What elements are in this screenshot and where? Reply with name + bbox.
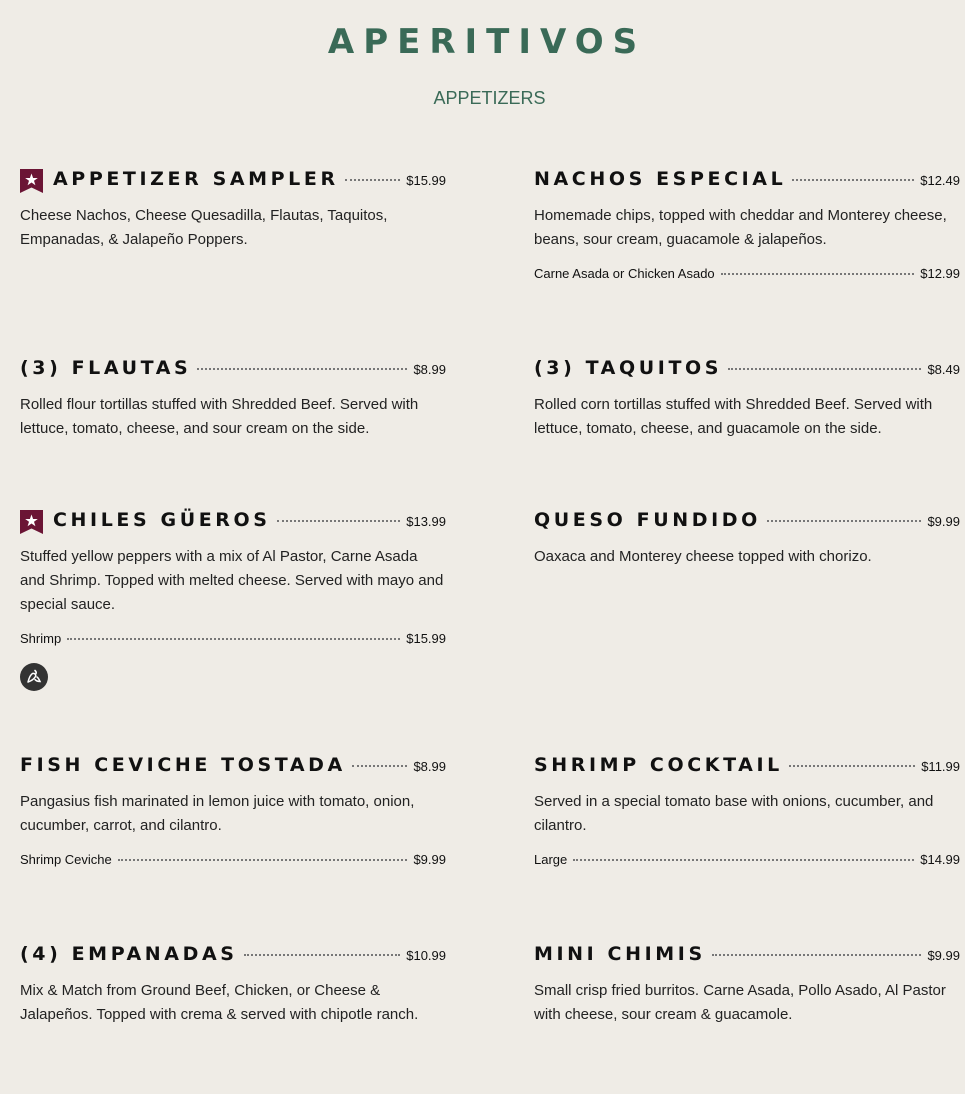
item-price: $9.99	[927, 948, 960, 963]
item-name: (3) TAQUITOS	[534, 357, 723, 379]
dot-leader	[792, 179, 914, 181]
dot-leader	[789, 765, 915, 767]
menu-item-appetizer-sampler	[20, 168, 446, 252]
item-price: $13.99	[406, 514, 446, 529]
item-description: Stuffed yellow peppers with a mix of Al Pastor, Carne Asada and Shrimp. Topped with melted cheese. Served with mayo and special sauce.	[20, 548, 444, 613]
item-name: MINI CHIMIS	[534, 943, 706, 965]
page-subtitle: APPETIZERS	[433, 88, 546, 108]
option-label: Carne Asada or Chicken Asado	[534, 266, 715, 281]
option-label: Shrimp Ceviche	[20, 852, 112, 867]
item-name: (3) FLAUTAS	[20, 357, 192, 379]
dot-leader	[197, 368, 407, 370]
menu-item-chiles-gueros	[20, 509, 446, 691]
item-description: Small crisp fried burritos. Carne Asada, Pollo Asado, Al Pastor with cheese, sour cream & guacamole.	[534, 982, 946, 1023]
menu-item-empanadas	[20, 943, 446, 1027]
option-price: $12.99	[920, 266, 960, 281]
option-price: $9.99	[413, 852, 446, 867]
item-price: $10.99	[406, 948, 446, 963]
dot-leader	[345, 179, 401, 181]
item-name: CHILES GÜEROS	[53, 509, 271, 531]
option-price: $14.99	[920, 852, 960, 867]
dot-leader	[721, 273, 915, 275]
item-description: Mix & Match from Ground Beef, Chicken, or Cheese & Jalapeños. Topped with crema & served with chipotle ranch.	[20, 982, 419, 1023]
dot-leader	[352, 765, 408, 767]
item-price: $15.99	[406, 173, 446, 188]
chili-pepper-icon	[20, 663, 48, 691]
menu-item-mini-chimis	[534, 943, 960, 1027]
item-description: Pangasius fish marinated in lemon juice with tomato, onion, cucumber, carrot, and cilantro.	[20, 793, 415, 834]
item-description: Rolled corn tortillas stuffed with Shredded Beef. Served with lettuce, tomato, cheese, and guacamole on the side.	[534, 396, 933, 437]
menu-item-fish-ceviche-tostada	[20, 754, 446, 867]
item-option	[20, 631, 446, 646]
item-description: Rolled flour tortillas stuffed with Shredded Beef. Served with lettuce, tomato, cheese, and sour cream on the side.	[20, 396, 419, 437]
item-price: $12.49	[920, 173, 960, 188]
menu-item-flautas	[20, 357, 446, 441]
item-option	[20, 852, 446, 867]
item-price: $8.49	[927, 362, 960, 377]
item-description: Served in a special tomato base with onions, cucumber, and cilantro.	[534, 793, 934, 834]
option-label: Shrimp	[20, 631, 62, 646]
menu-item-shrimp-cocktail	[534, 754, 960, 867]
menu-item-taquitos	[534, 357, 960, 441]
dot-leader	[712, 954, 922, 956]
item-name: (4) EMPANADAS	[20, 943, 238, 965]
menu-item-queso-fundido	[534, 509, 960, 569]
item-description: Oaxaca and Monterey cheese topped with chorizo.	[534, 548, 872, 565]
item-option	[534, 266, 960, 281]
dot-leader	[67, 638, 400, 640]
item-price: $8.99	[413, 759, 446, 774]
menu-item-nachos-especial	[534, 168, 960, 281]
dot-leader	[244, 954, 401, 956]
option-price: $15.99	[406, 631, 446, 646]
item-price: $9.99	[927, 514, 960, 529]
item-name: QUESO FUNDIDO	[534, 509, 761, 531]
item-description: Cheese Nachos, Cheese Quesadilla, Flautas, Taquitos, Empanadas, & Jalapeño Poppers.	[20, 207, 388, 248]
dot-leader	[118, 859, 408, 861]
item-name: FISH CEVICHE TOSTADA	[20, 754, 346, 776]
dot-leader	[728, 368, 921, 370]
dot-leader	[277, 520, 401, 522]
dot-leader	[767, 520, 922, 522]
dot-leader	[573, 859, 914, 861]
item-name: APPETIZER SAMPLER	[53, 168, 339, 190]
item-price: $8.99	[413, 362, 446, 377]
option-label: Large	[534, 852, 568, 867]
star-badge-icon	[20, 510, 43, 534]
item-name: NACHOS ESPECIAL	[534, 168, 787, 190]
item-option	[534, 852, 960, 867]
item-name: SHRIMP COCKTAIL	[534, 754, 783, 776]
item-price: $11.99	[921, 759, 960, 774]
item-description: Homemade chips, topped with cheddar and Monterey cheese, beans, sour cream, guacamole & jalapeños.	[534, 207, 947, 248]
star-badge-icon	[20, 169, 43, 193]
page-title: APERITIVOS	[327, 22, 647, 62]
